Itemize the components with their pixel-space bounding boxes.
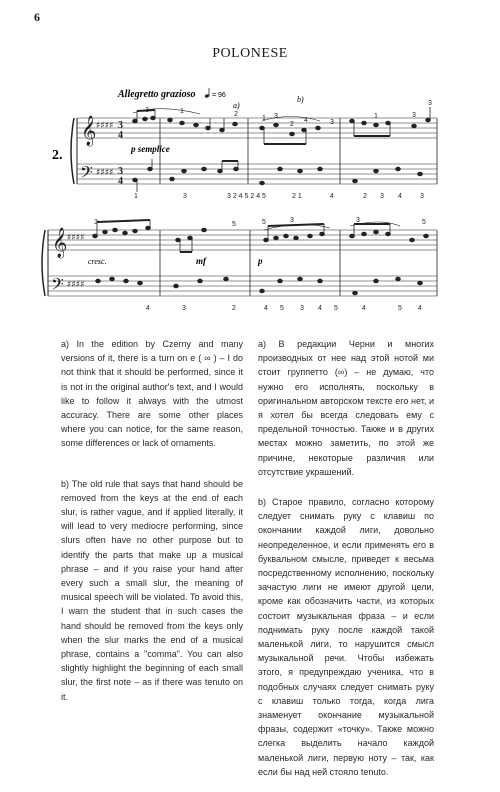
svg-text:♯♯♯♯: ♯♯♯♯ [67, 280, 85, 290]
english-note-a: a) In the edition by Czerny and many versions of it, there is a turn on e ( ∞ ) – I do not think that it should be performed, since it is not in the original author's text, and I would like to follow it always with the utmost accuracy. There are some other places where you can notice, for the same reason, some differences or lack of ornaments. [61, 339, 243, 449]
metronome-note-icon [204, 88, 209, 98]
svg-text:5: 5 [398, 305, 402, 312]
page-number: 6 [34, 10, 40, 24]
time-signature: 3 [118, 120, 123, 131]
svg-text:3: 3 [183, 193, 187, 200]
svg-text:3: 3 [118, 166, 123, 177]
svg-text:3: 3 [356, 217, 360, 224]
svg-text:2: 2 [290, 121, 294, 128]
piece-title: POLONESE [212, 46, 288, 61]
svg-text:3: 3 [94, 219, 98, 226]
dynamic-mf: mf [196, 256, 206, 266]
metronome-value: = 96 [212, 92, 226, 99]
svg-text:3: 3 [145, 107, 149, 114]
svg-text:4: 4 [318, 305, 322, 312]
svg-text:3: 3 [420, 193, 424, 200]
svg-text:4: 4 [146, 305, 150, 312]
svg-text:1: 1 [180, 108, 184, 115]
english-commentary [61, 337, 243, 717]
svg-text:2: 2 [232, 305, 236, 312]
key-signature-sharps: ♯♯♯♯ [96, 121, 114, 131]
treble-notes-1 [133, 107, 431, 144]
svg-text:1: 1 [134, 193, 138, 200]
fingering-bass-2 [146, 305, 422, 312]
svg-text:3: 3 [330, 119, 334, 126]
svg-text:4: 4 [398, 193, 402, 200]
svg-text:2: 2 [363, 193, 367, 200]
staff-bass-1 [77, 164, 437, 184]
system-2 [42, 217, 437, 312]
svg-text:2: 2 [234, 111, 238, 118]
fingering-bass-1 [134, 193, 424, 200]
music-score [0, 0, 500, 320]
bass-clef-icon-2: 𝄢 [51, 274, 64, 298]
svg-text:5: 5 [422, 219, 426, 226]
system-1 [52, 100, 437, 200]
svg-text:2 1: 2 1 [292, 193, 302, 200]
english-note-b: b) The old rule that says that hand should be removed from the keys at the end of each slur, is rather vague, and if applied literally, it will lead to very mediocre performing, since slurs often have no other purpose but to identify the parts that make up a musical phrase – and if you raise your hand after every such a small slur, the meaning of musical speech will be violated. To avoid this, I warn the student that in such cases the hand should be removed from the keys only when the slur marks the end of a musical phrase, contains a "comma". You can also slightly highlight the beginning of each small slur, the first note – as if there was tenuto on it. [61, 478, 243, 702]
svg-text:3: 3 [380, 193, 384, 200]
svg-text:4: 4 [118, 130, 123, 141]
treble-clef-icon-2: 𝄞 [52, 228, 68, 258]
treble-clef-icon: 𝄞 [81, 116, 97, 146]
svg-text:1: 1 [262, 115, 266, 122]
svg-text:4: 4 [304, 117, 308, 124]
mark-a: a) [233, 101, 240, 110]
svg-text:4: 4 [362, 305, 366, 312]
svg-text:3 2 4 5 2 4 5: 3 2 4 5 2 4 5 [227, 193, 266, 200]
staff-bass-2 [48, 276, 437, 296]
svg-text:3: 3 [290, 217, 294, 224]
dynamic-cresc: cresc. [88, 257, 107, 266]
svg-text:♯♯♯♯: ♯♯♯♯ [67, 233, 85, 243]
tempo-marking: Allegretto grazioso [118, 89, 196, 100]
svg-text:1: 1 [374, 113, 378, 120]
system-number: 2. [52, 148, 63, 163]
bass-clef-icon: 𝄢 [80, 162, 93, 186]
fingering-treble-2 [94, 217, 426, 228]
svg-text:3: 3 [428, 100, 432, 107]
svg-text:3: 3 [182, 305, 186, 312]
treble-notes-2 [93, 220, 429, 252]
russian-note-a: a) В редакции Черни и многих производных от нее над этой нотой ми стоит группетто (∞) – не думаю, что нужно его исполнять, поскольку в оригинальном авторском тексте его нет, и я хотел бы всегда следовать ему с предельной точностью. Также и в других местах можно заметить, по этой же причине, некоторые различия или отсутствие украшений. [258, 339, 434, 477]
svg-text:3: 3 [412, 112, 416, 119]
svg-text:3: 3 [274, 113, 278, 120]
svg-text:5: 5 [262, 219, 266, 226]
svg-text:5: 5 [280, 305, 284, 312]
svg-text:4: 4 [118, 176, 123, 187]
dynamic-p: p [258, 256, 263, 266]
russian-commentary [258, 337, 434, 792]
mark-b: b) [297, 95, 304, 104]
svg-text:4: 4 [330, 193, 334, 200]
russian-note-b: b) Старое правило, согласно которому следует снимать руку с клавиш по окончании каждой лиги, довольно неопределенное, и если применять его в буквальном смысле, приведет к весьма посредственному исполнению, поскольку зачастую лиги не имеют другой цели, кроме как обозначить части, из которых состоит музыкальная фраза – и если поднимать руку после каждой такой маленькой лиги, то нарушится смысл музыкальной речи. Чтобы избежать этого, я предупреждаю ученика, что в подобных случаях следует снимать руку с клавиш только тогда, когда лига знаменует окончание музыкальной фразы, содержит «точку». Также можно слегка выделить начало каждой маленькой лиги, первую ноту – так, как если бы над ней стояло tenuto. [258, 497, 434, 777]
dynamic-p-semplice: p semplice [131, 144, 170, 154]
svg-text:4: 4 [418, 305, 422, 312]
svg-text:5: 5 [334, 305, 338, 312]
key-signature-sharps-bass: ♯♯♯♯ [96, 168, 114, 178]
svg-text:4: 4 [264, 305, 268, 312]
svg-text:3: 3 [300, 305, 304, 312]
svg-text:5: 5 [232, 221, 236, 228]
